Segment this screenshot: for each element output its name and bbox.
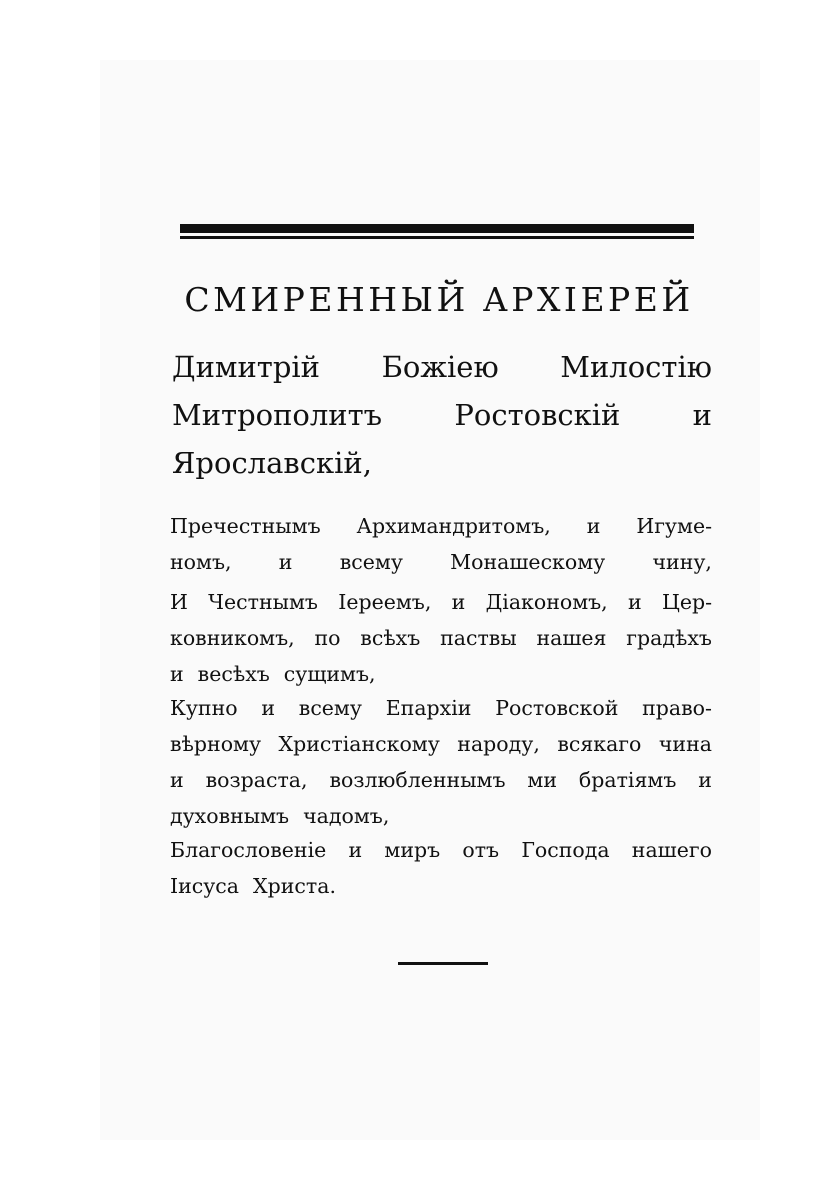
word: миръ [384,838,441,862]
word: чина [658,732,712,756]
heading-line-3 [172,446,712,480]
text-line [170,798,712,834]
word: народу, [457,732,540,756]
word: чину, [652,550,712,574]
word: ми [527,768,557,792]
word: и [698,768,712,792]
word: сущимъ, [283,662,376,686]
heading-word: Милостію [560,350,712,384]
word: возлюбленнымъ [329,768,506,792]
word: Благословеніе [170,838,327,862]
word: и [278,550,293,574]
heading-word: Божіею [381,350,499,384]
word: паствы [440,626,517,650]
word: Епархіи [385,696,472,720]
word: Честнымъ [208,590,318,614]
word: Іисуса [170,874,240,898]
word: Діакономъ, [485,590,608,614]
word: И [170,590,188,614]
word: по [314,626,341,650]
word: и [170,768,184,792]
heading-word: Димитрій [172,350,321,384]
word: и [627,590,642,614]
header-double-rule [180,224,694,239]
word: братіямъ [578,768,677,792]
text-line [170,544,712,580]
word: весѣхъ [197,662,270,686]
word: Цер- [661,590,712,614]
word: и [348,838,363,862]
heading-line-2 [172,398,712,432]
word: духовнымъ [170,804,290,828]
word: нашего [631,838,712,862]
word: Христіанскому [278,732,440,756]
text-line [170,762,712,798]
text-line [170,832,712,868]
word: нашея [536,626,607,650]
paragraph-3 [170,690,712,834]
text-line [170,726,712,762]
word: вѣрному [170,732,262,756]
page-title: СМИРЕННЫЙ АРХІЕРЕЙ [184,280,694,319]
paragraph-1 [170,508,712,580]
heading-word: Ростовскій [454,398,621,432]
word: всему [339,550,403,574]
word: чадомъ, [303,804,390,828]
word: всему [298,696,362,720]
word: Купно [170,696,238,720]
paragraph-2 [170,584,712,692]
word: и [170,662,184,686]
word: всѣхъ [360,626,421,650]
text-line [170,690,712,726]
heading-line-1 [172,350,712,384]
word: Монашескому [450,550,606,574]
word: градѣхъ [626,626,712,650]
heading-word: Митрополитъ [172,398,383,432]
heading-word: Ярославскій, [172,446,372,480]
text-line [170,656,712,692]
header-rule-thick [180,224,694,233]
text-line [170,584,712,620]
word: Господа [521,838,610,862]
word: Игуме- [636,514,712,538]
word: Пречестнымъ [170,514,321,538]
text-line [170,508,712,544]
header-rule-thin [180,236,694,239]
word: Ростовской [495,696,619,720]
word: ковникомъ, [170,626,295,650]
footer-rule [398,962,488,965]
heading-word: и [692,398,712,432]
word: Архимандритомъ, [356,514,551,538]
word: Христа. [253,874,336,898]
word: и [586,514,601,538]
paragraph-4 [170,832,712,904]
text-line [170,620,712,656]
word: номъ, [170,550,232,574]
word: всякаго [557,732,642,756]
word: и [451,590,466,614]
word: возраста, [205,768,308,792]
word: Іереемъ, [338,590,432,614]
word: отъ [462,838,500,862]
word: право- [642,696,712,720]
text-line [170,868,712,904]
word: и [261,696,276,720]
